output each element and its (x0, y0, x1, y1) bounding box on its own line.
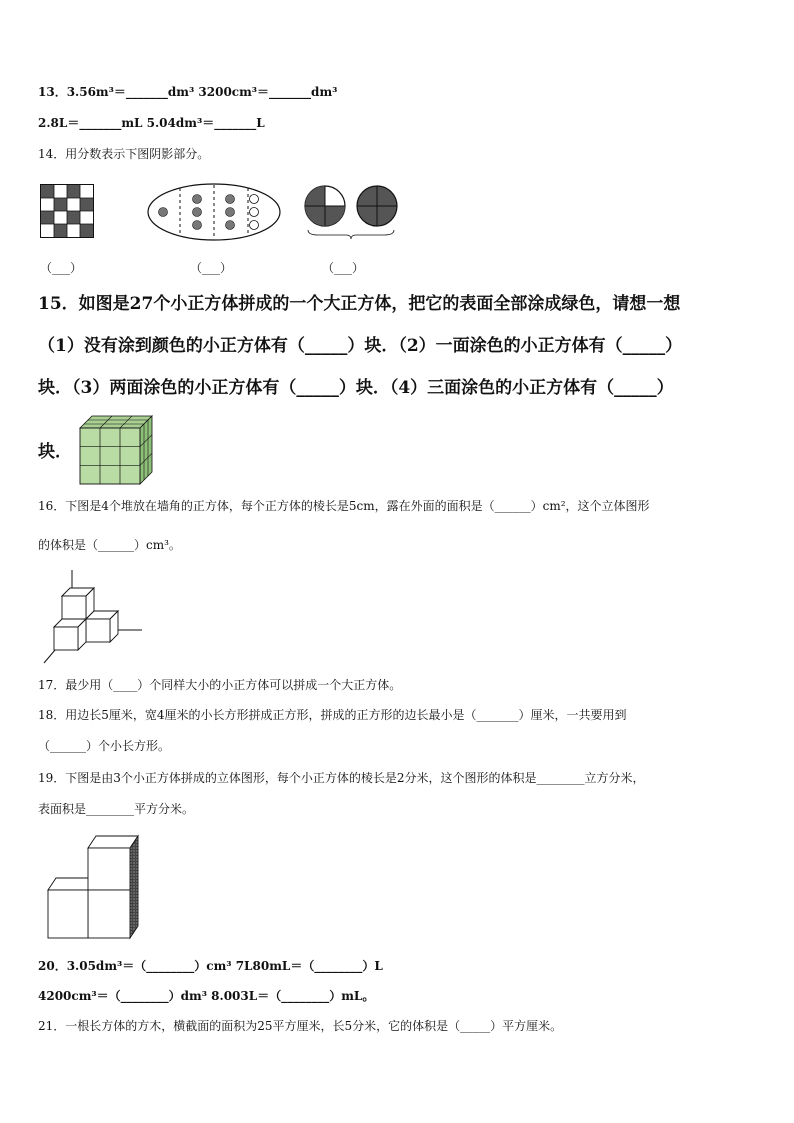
q14-blank-1[interactable]: （___） (40, 261, 83, 275)
checker-grid-figure (40, 184, 94, 238)
two-circles-figure (304, 182, 404, 242)
q14-blank-2[interactable]: （___） (190, 261, 233, 275)
q19-line1: 19．下图是由3个小正方体拼成的立体图形，每个小正方体的棱长是2分米，这个图形的体积是________立方分米， (38, 771, 645, 785)
q18-line2: （______）个小长方形。 (38, 739, 171, 753)
q18-line1: 18．用边长5厘米，宽4厘米的小长方形拼成正方形，拼成的正方形的边长最小是（_______）厘米，一共要用到 (38, 708, 627, 722)
q20-line1: 20．3.05dm³＝（________）cm³ 7L80mL＝（________）L (38, 959, 383, 973)
q21-text: 21．一根长方体的方木，横截面的面积为25平方厘米，长5分米，它的体积是（_____）平方厘米。 (38, 1019, 563, 1033)
q16-line2: 的体积是（______）cm³。 (38, 538, 181, 552)
q14-text: 14．用分数表示下图阴影部分。 (38, 147, 210, 161)
q15-line4: 块． (38, 442, 72, 462)
three-cubes-figure (46, 832, 144, 940)
corner-cubes-figure (40, 566, 146, 666)
green-cube-figure (78, 414, 154, 486)
q15-line1: 15．如图是27个小正方体拼成的一个大正方体，把它的表面全部涂成绿色，请想一想 (38, 294, 681, 314)
q13-line1: 13．3.56m³＝_______dm³ 3200cm³＝_______dm³ (38, 85, 338, 99)
q17-text: 17．最少用（____）个同样大小的小正方体可以拼成一个大正方体。 (38, 678, 402, 692)
q13-line2: 2.8L＝_______mL 5.04dm³＝_______L (38, 116, 265, 130)
q15-line2: （1）没有涂到颜色的小正方体有（_____）块．（2）一面涂色的小正方体有（_____） (38, 336, 683, 356)
q15-line3: 块．（3）两面涂色的小正方体有（_____）块．（4）三面涂色的小正方体有（_____） (38, 378, 674, 398)
ellipse-dots-figure (146, 182, 282, 242)
q19-line2: 表面积是________平方分米。 (38, 802, 195, 816)
q16-line1: 16．下图是4个堆放在墙角的正方体，每个正方体的棱长是5cm，露在外面的面积是（______）cm²，这个立体图形 (38, 499, 650, 513)
q14-blank-3[interactable]: （___） (322, 261, 365, 275)
q20-line2: 4200cm³＝（________）dm³ 8.003L＝（________）mL。 (38, 989, 375, 1003)
